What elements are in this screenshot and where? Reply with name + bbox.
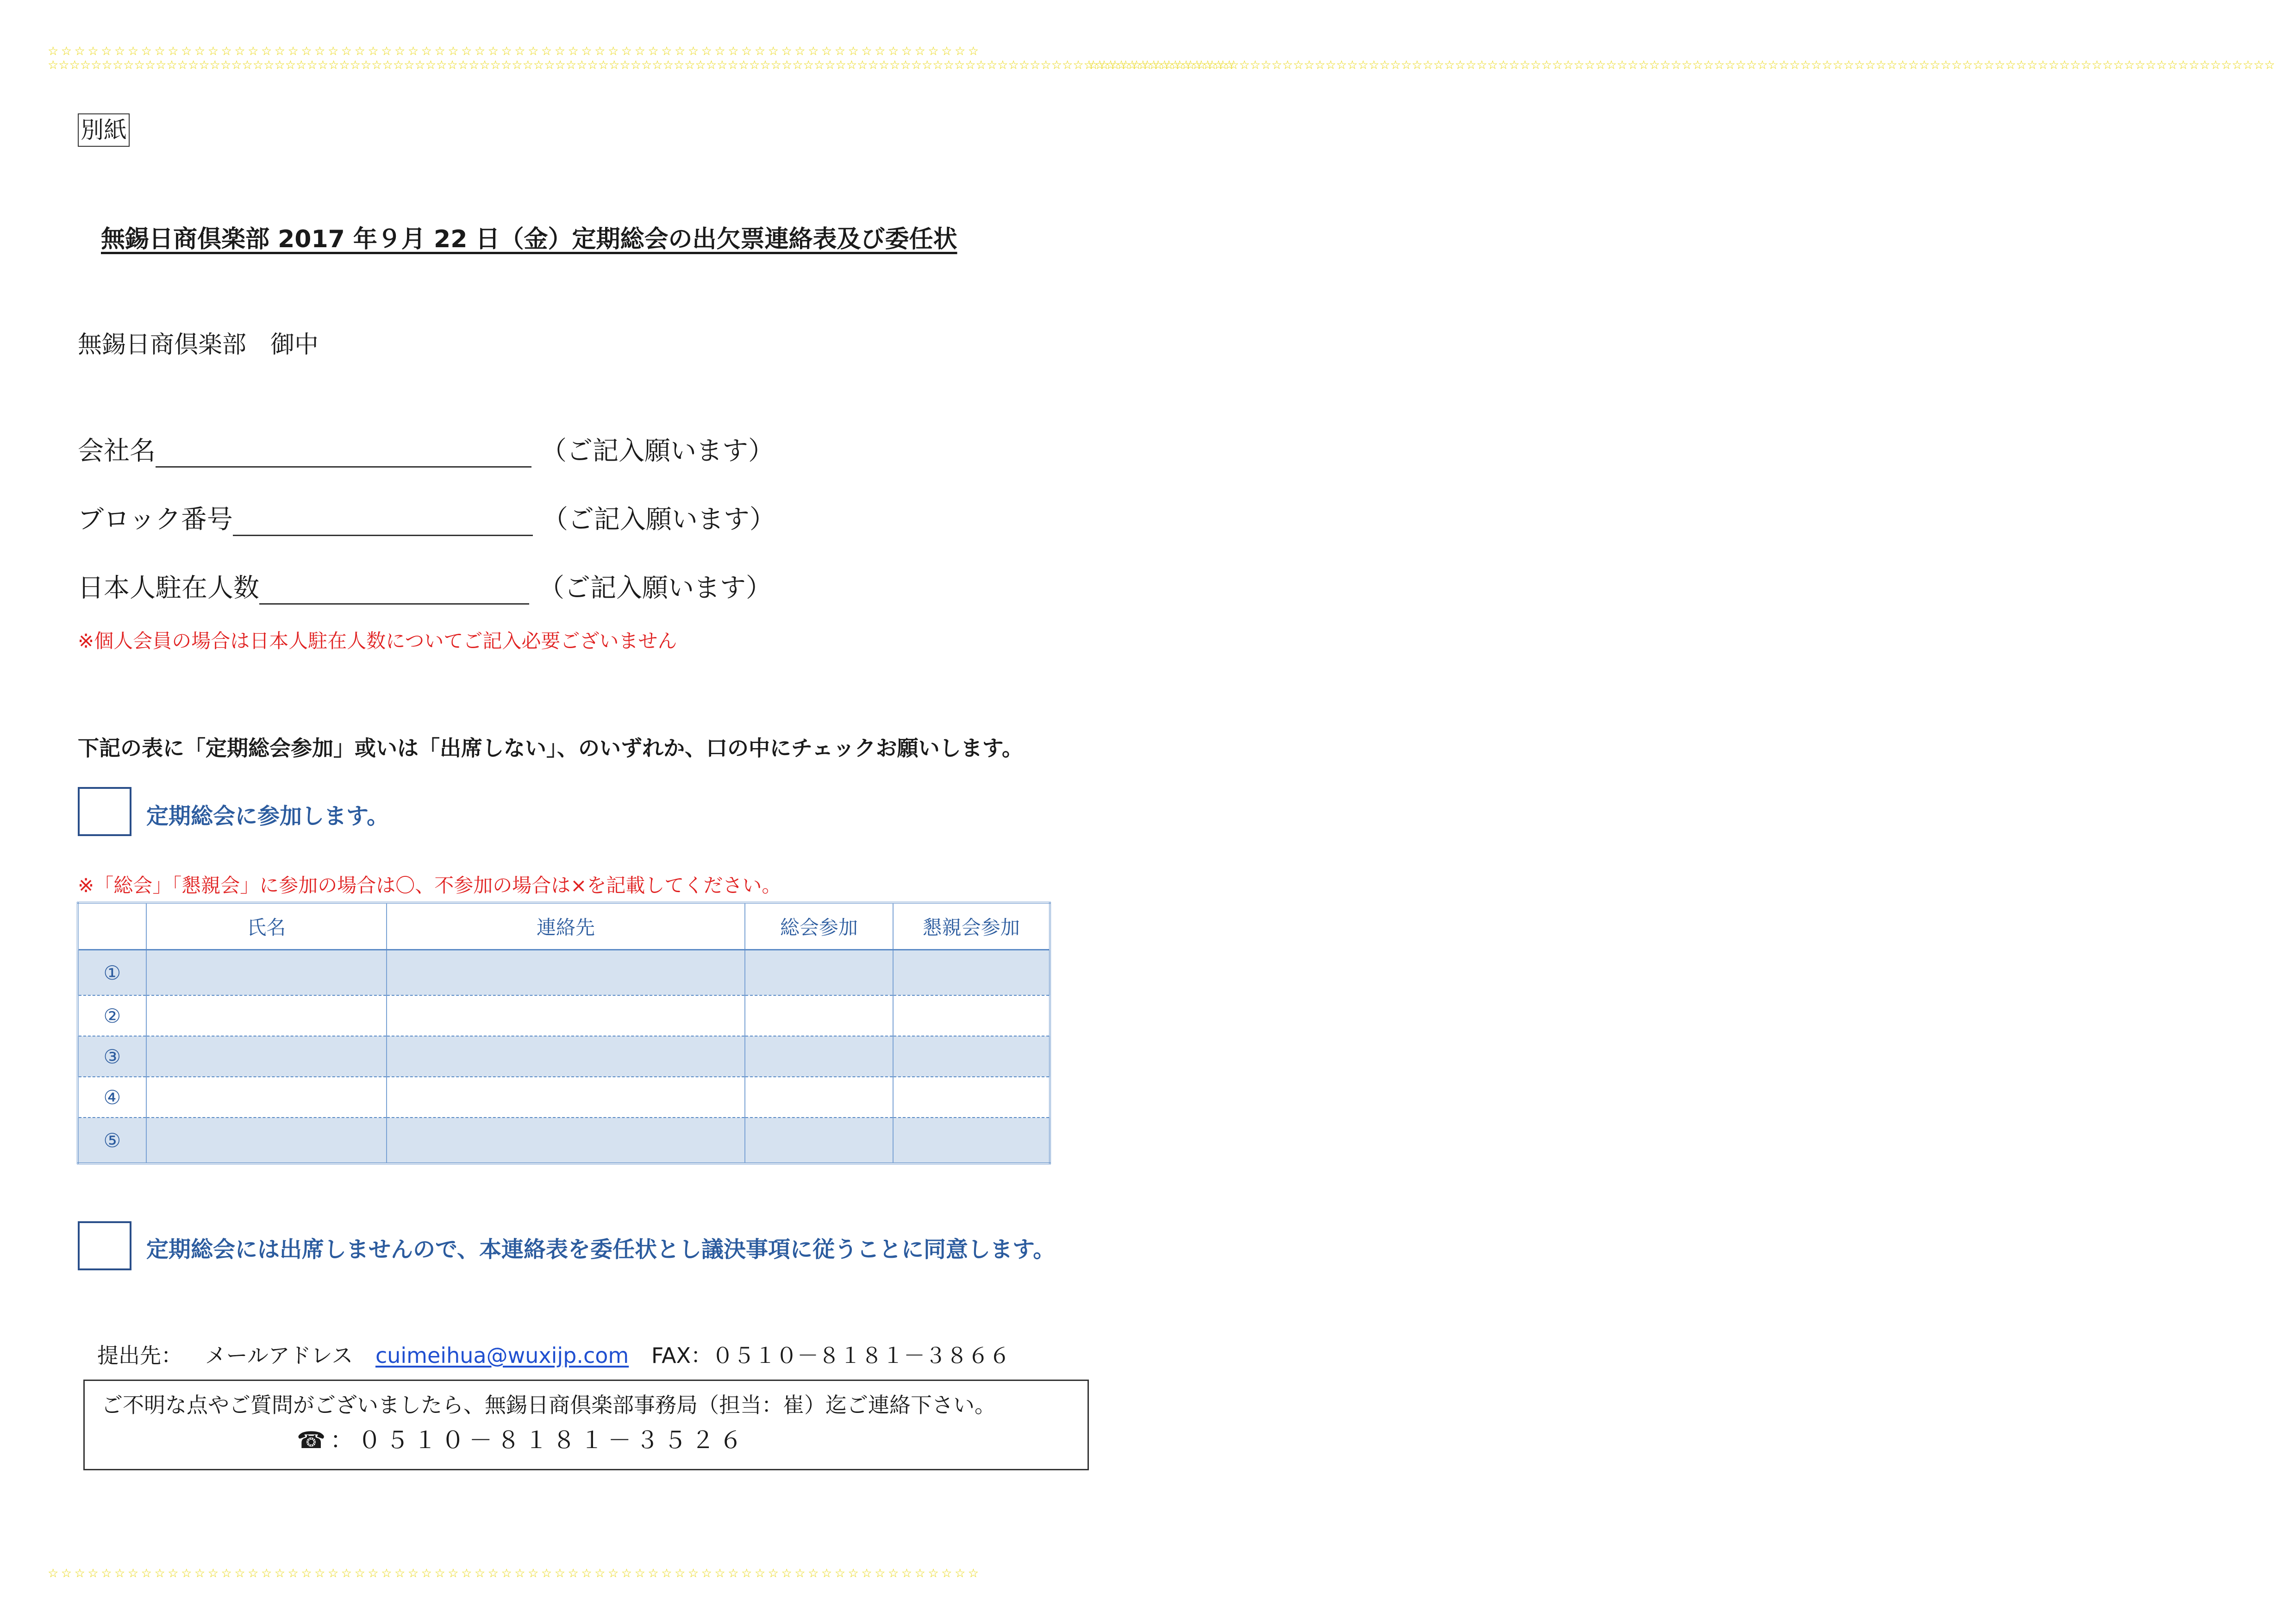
name-cell[interactable] — [146, 1118, 387, 1163]
gathering-cell[interactable] — [893, 1077, 1050, 1118]
field-note: （ご記入願います） — [542, 505, 775, 535]
star-border-right: ☆☆☆☆☆☆☆☆☆☆☆☆☆☆☆☆☆☆☆☆☆☆☆☆☆☆☆☆☆☆☆☆☆☆☆☆☆☆☆☆☆☆☆☆☆☆☆☆☆☆☆☆☆☆☆☆☆☆☆☆☆☆☆☆☆☆☆☆☆☆☆☆☆☆☆☆☆☆☆☆☆☆☆☆☆☆☆☆☆☆☆☆☆☆☆☆☆☆☆☆☆☆☆☆☆☆☆☆☆☆ — [1088, 58, 2275, 72]
table-header-row — [78, 903, 1050, 950]
meeting-cell[interactable] — [745, 1077, 893, 1118]
resident-count-field — [78, 568, 772, 605]
table-row — [78, 1036, 1050, 1077]
contact-cell[interactable] — [387, 1036, 745, 1077]
row-number: ② — [78, 995, 146, 1036]
instruction-text: 下記の表に「定期総会参加」或いは「出席しない」、のいずれか、口の中にチェックお願いします。 — [78, 736, 1023, 761]
contact-cell[interactable] — [387, 1077, 745, 1118]
table-row — [78, 1118, 1050, 1163]
meeting-cell[interactable] — [745, 995, 893, 1036]
contact-cell[interactable] — [387, 950, 745, 996]
row-number: ⑤ — [78, 1118, 146, 1163]
field-label: 会社名 — [78, 436, 156, 466]
table-row — [78, 950, 1050, 996]
contact-cell[interactable] — [387, 995, 745, 1036]
block-number-input-line[interactable] — [233, 507, 533, 536]
star-border-top: ☆☆☆☆☆☆☆☆☆☆☆☆☆☆☆☆☆☆☆☆☆☆☆☆☆☆☆☆☆☆☆☆☆☆☆☆☆☆☆☆☆☆☆☆☆☆☆☆☆☆☆☆☆☆☆☆☆☆☆☆☆☆☆☆☆☆☆☆☆☆ — [48, 44, 981, 58]
email-label: メールアドレス — [205, 1343, 353, 1368]
attendance-table — [77, 902, 1051, 1164]
phone-number: ☎：０５１０－８１８１－３５２６ — [297, 1427, 747, 1454]
absent-option-label: 定期総会には出席しませんので、本連絡表を委任状とし議決事項に従うことに同意します。 — [146, 1237, 1056, 1262]
header-number — [78, 903, 146, 950]
attend-checkbox[interactable] — [78, 787, 131, 836]
gathering-cell[interactable] — [893, 995, 1050, 1036]
annex-label: 別紙 — [78, 113, 130, 147]
meeting-cell[interactable] — [745, 1036, 893, 1077]
row-number: ③ — [78, 1036, 146, 1077]
name-cell[interactable] — [146, 1036, 387, 1077]
attend-option-label: 定期総会に参加します。 — [146, 803, 389, 829]
resident-count-input-line[interactable] — [259, 575, 529, 605]
company-name-input-line[interactable] — [156, 438, 531, 468]
contact-cell[interactable] — [387, 1118, 745, 1163]
meeting-cell[interactable] — [745, 1118, 893, 1163]
star-border-bottom: ☆☆☆☆☆☆☆☆☆☆☆☆☆☆☆☆☆☆☆☆☆☆☆☆☆☆☆☆☆☆☆☆☆☆☆☆☆☆☆☆☆☆☆☆☆☆☆☆☆☆☆☆☆☆☆☆☆☆☆☆☆☆☆☆☆☆☆☆☆☆ — [48, 1567, 981, 1580]
header-social-gathering: 懇親会参加 — [893, 903, 1050, 950]
gathering-cell[interactable] — [893, 1118, 1050, 1163]
submit-label: 提出先： — [97, 1343, 182, 1368]
contact-text: ご不明な点やご質問がございましたら、無錫日商倶楽部事務局（担当：崔）迄ご連絡下さい。 — [101, 1393, 996, 1418]
fax-number: FAX：０５１０－８１８１－３８６６ — [651, 1343, 1011, 1368]
star-border-left: ☆☆☆☆☆☆☆☆☆☆☆☆☆☆☆☆☆☆☆☆☆☆☆☆☆☆☆☆☆☆☆☆☆☆☆☆☆☆☆☆☆☆☆☆☆☆☆☆☆☆☆☆☆☆☆☆☆☆☆☆☆☆☆☆☆☆☆☆☆☆☆☆☆☆☆☆☆☆☆☆☆☆☆☆☆☆☆☆☆☆☆☆☆☆☆☆☆☆☆☆☆☆☆☆☆☆☆☆☆☆ — [48, 58, 1235, 72]
field-note: （ご記入願います） — [541, 436, 774, 466]
name-cell[interactable] — [146, 1077, 387, 1118]
gathering-cell[interactable] — [893, 1036, 1050, 1077]
name-cell[interactable] — [146, 995, 387, 1036]
email-link[interactable]: cuimeihua@wuxijp.com — [375, 1343, 629, 1368]
block-number-field — [78, 499, 775, 536]
field-label: ブロック番号 — [78, 505, 233, 535]
addressee: 無錫日商倶楽部 御中 — [78, 331, 319, 359]
table-row — [78, 1077, 1050, 1118]
row-number: ① — [78, 950, 146, 996]
submission-info — [97, 1339, 1026, 1369]
header-general-meeting: 総会参加 — [745, 903, 893, 950]
row-number: ④ — [78, 1077, 146, 1118]
field-label: 日本人駐在人数 — [78, 573, 259, 603]
absent-checkbox[interactable] — [78, 1221, 131, 1270]
gathering-cell[interactable] — [893, 950, 1050, 996]
name-cell[interactable] — [146, 950, 387, 996]
individual-member-note: ※個人会員の場合は日本人駐在人数についてご記入必要ございません — [78, 630, 677, 652]
field-note: （ご記入願います） — [538, 573, 772, 603]
meeting-cell[interactable] — [745, 950, 893, 996]
table-note: ※「総会」「懇親会」に参加の場合は〇、不参加の場合は×を記載してください。 — [78, 874, 781, 897]
company-name-field — [78, 431, 774, 468]
contact-box — [83, 1380, 1089, 1470]
document-title: 無錫日商倶楽部 2017 年９月 22 日（金）定期総会の出欠票連絡表及び委任状 — [101, 225, 957, 253]
table-row — [78, 995, 1050, 1036]
header-contact: 連絡先 — [387, 903, 745, 950]
header-name: 氏名 — [146, 903, 387, 950]
